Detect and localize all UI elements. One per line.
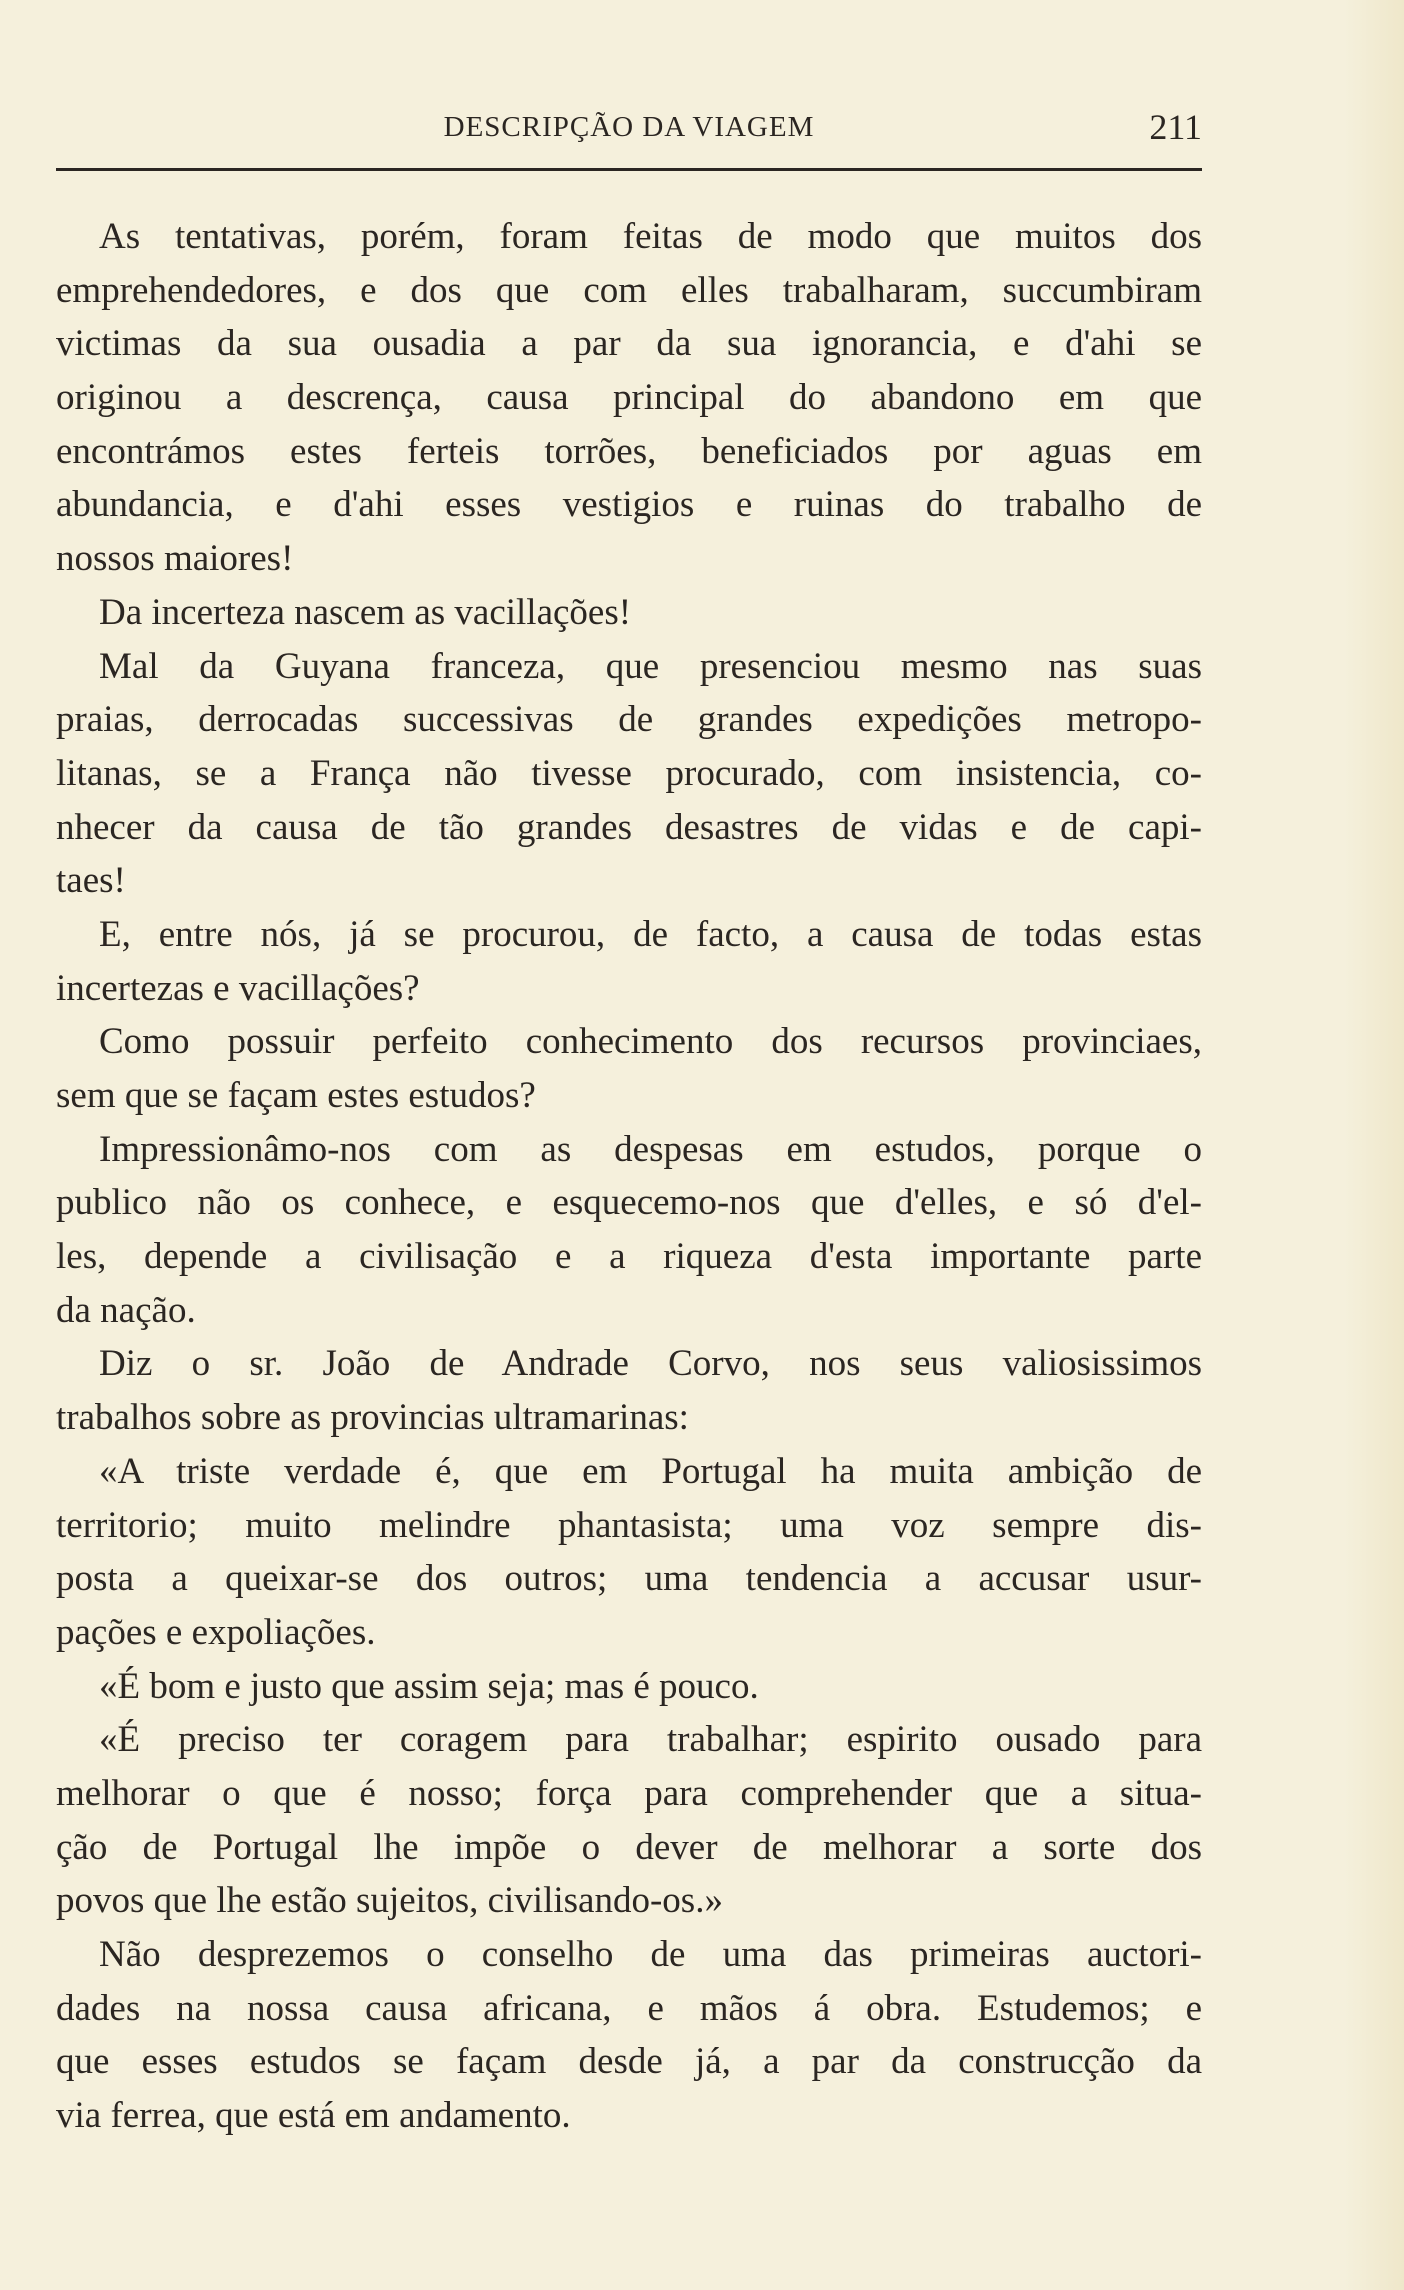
text-line: encontrámos estes ferteis torrões, beneficiados por aguas em xyxy=(56,430,1202,472)
text-line: dades na nossa causa africana, e mãos á obra. Estudemos; e xyxy=(56,1987,1202,2029)
text-line: territorio; muito melindre phantasista; uma voz sempre dis- xyxy=(56,1504,1202,1546)
running-head-title: DESCRIPÇÃO DA VIAGEM xyxy=(443,111,815,143)
text-line: les, depende a civilisação e a riqueza d'esta importante parte xyxy=(56,1236,1202,1278)
text-line: Diz o sr. João de Andrade Corvo, nos seus valiosissimos xyxy=(99,1343,1202,1385)
text-line: «É bom e justo que assim seja; mas é pouco. xyxy=(99,1665,759,1707)
text-line: victimas da sua ousadia a par da sua ignorancia, e d'ahi se xyxy=(56,323,1202,365)
running-head xyxy=(56,100,1202,154)
text-line: povos que lhe estão sujeitos, civilisando-os.» xyxy=(56,1880,723,1922)
text-line: melhorar o que é nosso; força para comprehender que a situa- xyxy=(56,1772,1202,1814)
header-rule xyxy=(56,168,1202,171)
text-line: sem que se façam estes estudos? xyxy=(56,1075,536,1116)
text-line: Impressionâmo-nos com as despesas em estudos, porque o xyxy=(99,1128,1202,1170)
text-line: pações e expoliações. xyxy=(56,1611,376,1653)
text-line: trabalhos sobre as provincias ultramarinas: xyxy=(56,1397,689,1439)
text-line: As tentativas, porém, foram feitas de modo que muitos dos xyxy=(99,216,1202,257)
text-line: da nação. xyxy=(56,1289,196,1331)
text-line: Da incerteza nascem as vacillações! xyxy=(99,591,632,633)
text-line: via ferrea, que está em andamento. xyxy=(56,2095,571,2137)
text-line: nhecer da causa de tão grandes desastres de vidas e de capi- xyxy=(56,806,1202,848)
text-line: emprehendedores, e dos que com elles trabalharam, succumbiram xyxy=(56,269,1202,311)
text-line: incertezas e vacillações? xyxy=(56,967,420,1009)
text-line: Não desprezemos o conselho de uma das primeiras auctori- xyxy=(99,1934,1202,1975)
text-line: litanas, se a França não tivesse procurado, com insistencia, co- xyxy=(56,752,1202,794)
text-line: Mal da Guyana franceza, que presenciou mesmo nas suas xyxy=(99,645,1202,687)
text-line: nossos maiores! xyxy=(56,538,294,580)
text-line: E, entre nós, já se procurou, de facto, a causa de todas estas xyxy=(99,913,1202,955)
text-line: «É preciso ter coragem para trabalhar; espirito ousado para xyxy=(99,1719,1202,1761)
body-text xyxy=(56,210,1202,2143)
text-line: publico não os conhece, e esquecemo-nos que d'elles, e só d'el- xyxy=(56,1182,1202,1224)
text-line: posta a queixar-se dos outros; uma tendencia a accusar usur- xyxy=(56,1558,1202,1600)
text-line: originou a descrença, causa principal do abandono em que xyxy=(56,377,1202,419)
text-line: ção de Portugal lhe impõe o dever de melhorar a sorte dos xyxy=(56,1826,1202,1868)
text-line: Como possuir perfeito conhecimento dos recursos provinciaes, xyxy=(99,1021,1202,1063)
text-line: praias, derrocadas successivas de grandes expedições metropo- xyxy=(56,699,1202,741)
page-number: 211 xyxy=(1149,107,1202,147)
text-line: abundancia, e d'ahi esses vestigios e ruinas do trabalho de xyxy=(56,484,1202,526)
text-line: taes! xyxy=(56,860,126,902)
text-line: «A triste verdade é, que em Portugal ha muita ambição de xyxy=(99,1450,1202,1492)
text-line: que esses estudos se façam desde já, a par da construcção da xyxy=(56,2041,1202,2083)
page-edge-shading xyxy=(1344,0,1404,2290)
